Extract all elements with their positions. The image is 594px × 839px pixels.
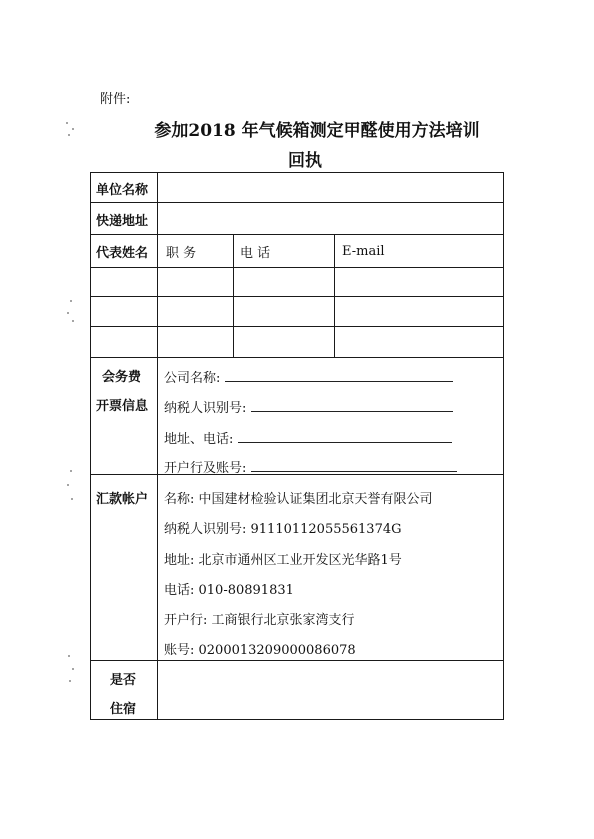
form-subtitle: 回执 xyxy=(288,151,322,171)
taxpayer-id-row xyxy=(164,397,453,416)
scan-speck xyxy=(67,312,69,314)
invoice-label-line2: 开票信息 xyxy=(96,399,149,414)
position-field-1[interactable] xyxy=(159,269,232,295)
delivery-address-label: 快递地址 xyxy=(96,214,149,229)
scan-speck xyxy=(69,680,71,682)
email-field-1[interactable] xyxy=(336,269,501,295)
remittance-label: 汇款帐户 xyxy=(96,492,149,507)
email-field-2[interactable] xyxy=(336,298,501,325)
address-phone-row xyxy=(164,428,452,447)
position-field-3[interactable] xyxy=(159,328,232,356)
unit-name-field[interactable] xyxy=(160,174,500,200)
bank-account-row xyxy=(164,457,457,476)
remittance-account: 账号: 0200013209000086078 xyxy=(164,643,356,658)
address-phone-blank[interactable] xyxy=(238,429,452,443)
scan-speck xyxy=(70,470,72,472)
scan-speck xyxy=(72,128,74,130)
delivery-address-field[interactable] xyxy=(160,205,500,231)
scan-speck xyxy=(72,320,74,322)
taxpayer-id-label: 纳税人识别号: xyxy=(164,401,247,416)
bank-account-blank[interactable] xyxy=(251,458,457,472)
representative-name-field-2[interactable] xyxy=(92,298,156,325)
company-name-label: 公司名称: xyxy=(164,371,221,386)
remittance-name: 名称: 中国建材检验认证集团北京天誉有限公司 xyxy=(164,492,433,507)
attachment-label: 附件: xyxy=(100,92,131,107)
taxpayer-id-blank[interactable] xyxy=(251,398,453,412)
email-column-header: E-mail xyxy=(342,244,385,259)
phone-column-header: 电 话 xyxy=(240,246,271,261)
lodging-label-line2: 住宿 xyxy=(110,702,137,717)
phone-field-2[interactable] xyxy=(235,298,333,325)
company-name-blank[interactable] xyxy=(225,368,453,382)
phone-field-1[interactable] xyxy=(235,269,333,295)
scan-speck xyxy=(66,122,68,124)
scan-speck xyxy=(71,498,73,500)
position-field-2[interactable] xyxy=(159,298,232,325)
position-column-header: 职 务 xyxy=(166,246,197,261)
invoice-label-line1: 会务费 xyxy=(102,370,142,385)
representative-name-field-1[interactable] xyxy=(92,269,156,295)
email-field-3[interactable] xyxy=(336,328,501,356)
bank-account-label: 开户行及账号: xyxy=(164,461,247,476)
remittance-phone: 电话: 010-80891831 xyxy=(164,583,294,598)
unit-name-label: 单位名称 xyxy=(96,183,149,198)
remittance-taxpayer-id: 纳税人识别号: 91110112055561374G xyxy=(164,522,402,537)
scan-speck xyxy=(70,300,72,302)
lodging-field[interactable] xyxy=(160,662,500,717)
remittance-address: 地址: 北京市通州区工业开发区光华路1号 xyxy=(164,553,402,568)
scan-speck xyxy=(68,655,70,657)
lodging-label-line1: 是否 xyxy=(110,673,137,688)
phone-field-3[interactable] xyxy=(235,328,333,356)
registration-form-table xyxy=(90,172,504,720)
representative-label: 代表姓名 xyxy=(96,246,149,261)
remittance-bank: 开户行: 工商银行北京张家湾支行 xyxy=(164,613,355,628)
form-title: 参加2018 年气候箱测定甲醛使用方法培训 xyxy=(154,121,480,141)
address-phone-label: 地址、电话: xyxy=(164,432,234,447)
representative-name-field-3[interactable] xyxy=(92,328,156,356)
scan-speck xyxy=(72,668,74,670)
scan-speck xyxy=(68,134,70,136)
company-name-row xyxy=(164,367,453,386)
scan-speck xyxy=(67,484,69,486)
